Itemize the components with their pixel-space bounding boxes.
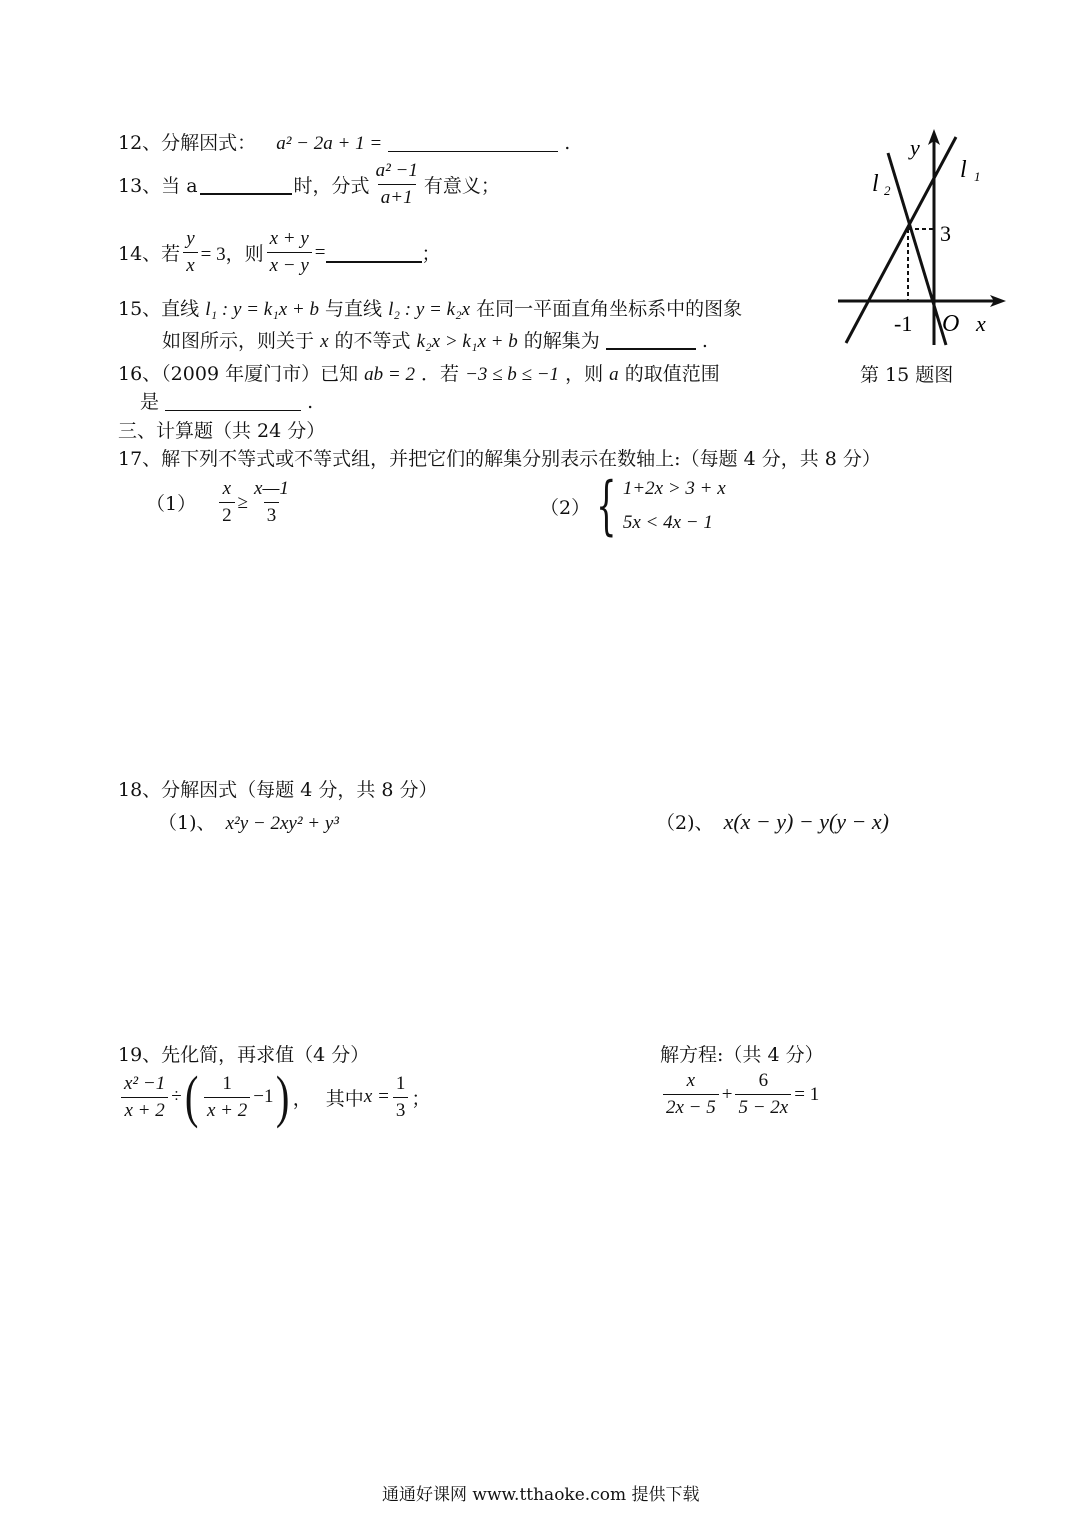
q13-label: 13、当 a <box>118 175 198 197</box>
q20-rhs: = 1 <box>794 1083 820 1105</box>
section-3-heading: 三、计算题（共 24 分） <box>118 420 326 442</box>
q15-text-e: 的不等式 <box>334 330 411 352</box>
question-19-title: 19、先化简，再求值（4 分） <box>118 1044 370 1066</box>
l1-label: l <box>960 157 967 183</box>
question-15-line-2 <box>162 326 708 353</box>
q16-end: . <box>307 391 314 413</box>
l1-subscript: 1 <box>974 169 981 184</box>
origin-label: O <box>942 311 960 337</box>
question-16-line-1 <box>118 359 720 386</box>
q17-p1-right-fraction <box>251 478 292 527</box>
figure-15-graph <box>834 125 1014 357</box>
q16-range: −3 ≤ b ≤ −1 <box>465 364 560 385</box>
question-15-line-1 <box>118 294 742 321</box>
q13-fraction <box>373 160 421 209</box>
q15-text-d: 如图所示，则关于 <box>162 330 315 352</box>
q17-p1-left-fraction <box>219 478 235 527</box>
q13-numerator: a² −1 <box>375 160 418 181</box>
question-12 <box>118 128 570 155</box>
q17-p2-system <box>623 472 726 540</box>
q14-f2-numerator: x + y <box>269 228 309 249</box>
left-paren-icon: ( <box>184 1064 199 1129</box>
q18-p2-label: （2)、 <box>656 812 714 834</box>
q16-text-a: 16、（2009 年厦门市）已知 <box>118 363 359 385</box>
question-13 <box>118 160 500 209</box>
q13-mid: 时，分式 <box>293 175 370 197</box>
q19-where: 其中 <box>325 1087 364 1110</box>
question-19-expression <box>118 1064 431 1129</box>
q14-tail: ； <box>421 243 441 265</box>
q15-text-a: 15、直线 <box>118 298 200 320</box>
system-brace-icon: { <box>596 469 617 543</box>
question-18-part-2 <box>656 808 889 835</box>
q19-inner-fraction <box>204 1073 250 1122</box>
question-17-title: 17、解下列不等式或不等式组，并把它们的解集分别表示在数轴上:（每题 4 分，共 8 分） <box>118 448 881 470</box>
q19-x-equals: x = <box>363 1086 390 1107</box>
q19-inner-numerator: 1 <box>222 1072 232 1094</box>
question-16-line-2 <box>140 387 313 414</box>
q19-inner-denominator: x + 2 <box>204 1097 250 1122</box>
q18-p1-expression: x²y − 2xy² + y³ <box>225 813 339 834</box>
q19-comma: ， <box>292 1087 312 1110</box>
q12-label: 12、分解因式： <box>118 132 257 154</box>
q12-expression: a² − 2a + 1 = <box>276 133 383 154</box>
q16-text-e: 是 <box>140 391 160 413</box>
q17-p1-left-numerator: x <box>222 478 232 499</box>
q20-f1-numerator: x <box>686 1070 696 1091</box>
question-14 <box>118 228 441 277</box>
q14-fraction-1 <box>183 228 197 277</box>
q19-end: ； <box>411 1087 431 1110</box>
q19-inner-tail: −1 <box>253 1086 274 1107</box>
q20-f2-numerator: 6 <box>758 1070 769 1091</box>
x-axis-label: x <box>976 311 986 336</box>
q17-p2-row-1: 1+2x > 3 + x <box>622 478 726 499</box>
q16-ab: ab = 2 <box>364 364 415 385</box>
question-20-equation <box>660 1070 819 1119</box>
q17-p1-left-denominator: 2 <box>219 502 235 527</box>
q20-fraction-1 <box>663 1070 719 1119</box>
question-17-part-1 <box>146 478 295 527</box>
q19-value-denominator: 3 <box>393 1097 409 1122</box>
question-20-title: 解方程:（共 4 分） <box>660 1044 824 1066</box>
q15-inequality: k₂x > k₁x + b <box>416 331 518 352</box>
q18-p1-label: （1)、 <box>158 812 216 834</box>
l2-label: l <box>872 171 879 197</box>
q15-answer-blank[interactable] <box>606 330 696 350</box>
l2-subscript: 2 <box>884 183 891 198</box>
q13-denominator: a+1 <box>378 184 416 209</box>
q19-numerator: x² −1 <box>124 1072 166 1094</box>
q14-answer-blank[interactable] <box>326 243 422 263</box>
q18-p2-expression: x(x − y) − y(y − x) <box>723 809 889 834</box>
q16-answer-blank[interactable] <box>165 392 301 411</box>
q15-l2-expression: l₂ : y = k₂x <box>388 299 471 320</box>
q17-p1-label: （1） <box>146 493 197 515</box>
question-17-part-2 <box>540 469 726 543</box>
q15-text-c: 在同一平面直角坐标系中的图象 <box>476 298 743 320</box>
right-paren-icon: ) <box>276 1064 290 1129</box>
q19-value-numerator: 1 <box>395 1072 406 1094</box>
q12-end: . <box>564 132 571 154</box>
question-18-part-1 <box>158 808 339 835</box>
q12-answer-blank[interactable] <box>388 133 558 152</box>
question-18-title: 18、分解因式（每题 4 分，共 8 分） <box>118 779 438 801</box>
tick-y-label: 3 <box>940 221 951 246</box>
q14-label: 14、若 <box>118 243 181 265</box>
q15-variable: x <box>320 331 329 352</box>
q19-divide: ÷ <box>171 1086 182 1107</box>
q19-fraction <box>121 1073 168 1122</box>
q16-text-b: ．若 <box>421 363 460 385</box>
q20-plus: + <box>721 1083 733 1105</box>
q20-fraction-2 <box>735 1070 791 1119</box>
q16-variable: a <box>609 364 619 385</box>
q14-f1-numerator: y <box>186 228 195 249</box>
q17-p1-right-denominator: 3 <box>264 502 280 527</box>
q14-end: = <box>314 241 326 263</box>
q15-l1-expression: l₁ : y = k₁x + b <box>205 299 319 320</box>
q15-end: . <box>701 330 708 352</box>
q14-fraction-2 <box>267 228 312 277</box>
q13-answer-blank[interactable] <box>200 175 292 195</box>
q15-text-f: 的解集为 <box>523 330 600 352</box>
figure-15-caption: 第 15 题图 <box>860 364 954 386</box>
q17-p2-row-2: 5x < 4x − 1 <box>622 512 713 533</box>
q17-p1-operator: ≥ <box>237 491 249 513</box>
q17-p1-right-numerator: x—1 <box>254 478 289 499</box>
q17-p2-label: （2） <box>540 496 591 519</box>
footer-credit: 通通好课网 www.tthaoke.com 提供下载 <box>382 1485 700 1505</box>
q20-f2-denominator: 5 − 2x <box>735 1094 791 1119</box>
q19-denominator: x + 2 <box>121 1097 167 1122</box>
y-axis-label: y <box>910 135 920 160</box>
q19-value-fraction <box>393 1073 409 1122</box>
q15-text-b: 与直线 <box>325 298 383 320</box>
q16-text-c: ，则 <box>565 363 604 385</box>
q20-f1-denominator: 2x − 5 <box>663 1094 719 1119</box>
q14-equals: = 3，则 <box>200 244 264 265</box>
q16-text-d: 的取值范围 <box>624 363 720 385</box>
tick-x-label: -1 <box>894 311 913 336</box>
q13-end: 有意义； <box>423 175 500 197</box>
q14-f1-denominator: x <box>183 252 197 277</box>
q14-f2-denominator: x − y <box>267 252 312 277</box>
